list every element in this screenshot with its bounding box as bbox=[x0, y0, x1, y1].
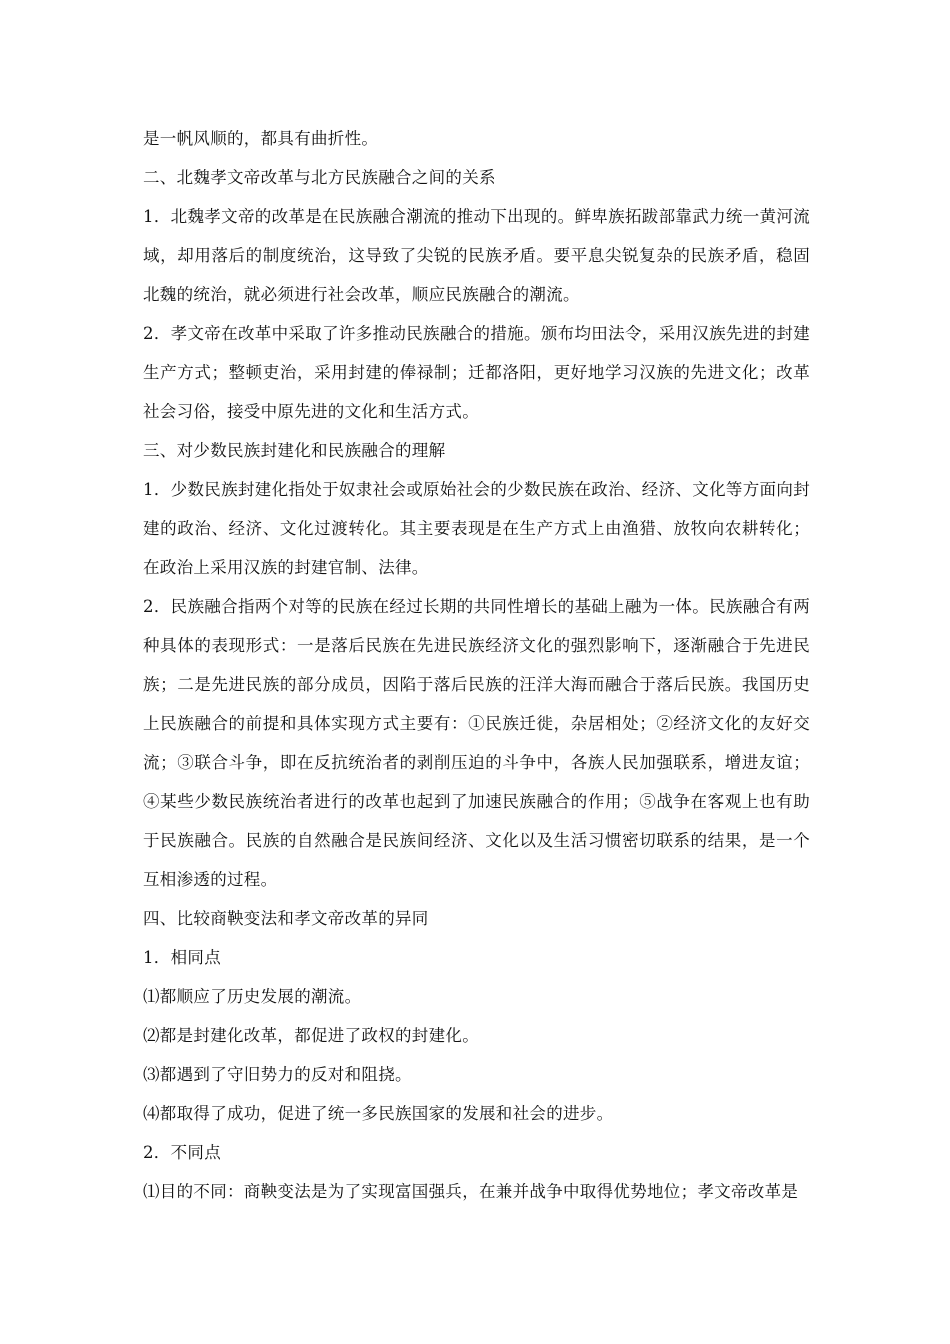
paragraph-3-2: 2．民族融合指两个对等的民族在经过长期的共同性增长的基础上融为一体。民族融合有两种具体的表现形式：一是落后民族在先进民族经济文化的强烈影响下，逐渐融合于先进民族；二是先进民族的部分成员，因陷于落后民族的汪洋大海而融合于落后民族。我国历史上民族融合的前提和具体实现方式主要有：①民族迁徙，杂居相处；②经济文化的友好交流；③联合斗争，即在反抗统治者的剥削压迫的斗争中，各族人民加强联系，增进友谊；④某些少数民族统治者进行的改革也起到了加速民族融合的作用；⑤战争在客观上也有助于民族融合。民族的自然融合是民族间经济、文化以及生活习惯密切联系的结果，是一个互相渗透的过程。 bbox=[143, 597, 810, 889]
paragraph-2-1: 1．北魏孝文帝的改革是在民族融合潮流的推动下出现的。鲜卑族拓跋部靠武力统一黄河流域，却用落后的制度统治，这导致了尖锐的民族矛盾。要平息尖锐复杂的民族矛盾，稳固北魏的统治，就必须进行社会改革，顺应民族融合的潮流。 bbox=[143, 207, 810, 304]
list-item-similarity-3: ⑶都遇到了守旧势力的反对和阻挠。 bbox=[143, 1065, 412, 1084]
list-item-similarity-2: ⑵都是封建化改革，都促进了政权的封建化。 bbox=[143, 1026, 479, 1045]
list-item-similarity-4: ⑷都取得了成功，促进了统一多民族国家的发展和社会的进步。 bbox=[143, 1104, 614, 1123]
document-body bbox=[143, 119, 810, 1211]
paragraph-continuation: 是一帆风顺的，都具有曲折性。 bbox=[143, 129, 379, 148]
section-heading-4: 四、比较商鞅变法和孝文帝改革的异同 bbox=[143, 909, 429, 928]
list-item-difference-1: ⑴目的不同：商鞅变法是为了实现富国强兵，在兼并战争中取得优势地位；孝文帝改革是 bbox=[143, 1182, 799, 1201]
section-heading-2: 二、北魏孝文帝改革与北方民族融合之间的关系 bbox=[143, 168, 496, 187]
subheading-similarities: 1．相同点 bbox=[143, 948, 221, 967]
paragraph-3-1: 1．少数民族封建化指处于奴隶社会或原始社会的少数民族在政治、经济、文化等方面向封建的政治、经济、文化过渡转化。其主要表现是在生产方式上由渔猎、放牧向农耕转化；在政治上采用汉族的封建官制、法律。 bbox=[143, 480, 810, 577]
subheading-differences: 2．不同点 bbox=[143, 1143, 221, 1162]
section-heading-3: 三、对少数民族封建化和民族融合的理解 bbox=[143, 441, 446, 460]
paragraph-2-2: 2．孝文帝在改革中采取了许多推动民族融合的措施。颁布均田法令，采用汉族先进的封建生产方式；整顿吏治，采用封建的俸禄制；迁都洛阳，更好地学习汉族的先进文化；改革社会习俗，接受中原先进的文化和生活方式。 bbox=[143, 324, 810, 421]
list-item-similarity-1: ⑴都顺应了历史发展的潮流。 bbox=[143, 987, 362, 1006]
